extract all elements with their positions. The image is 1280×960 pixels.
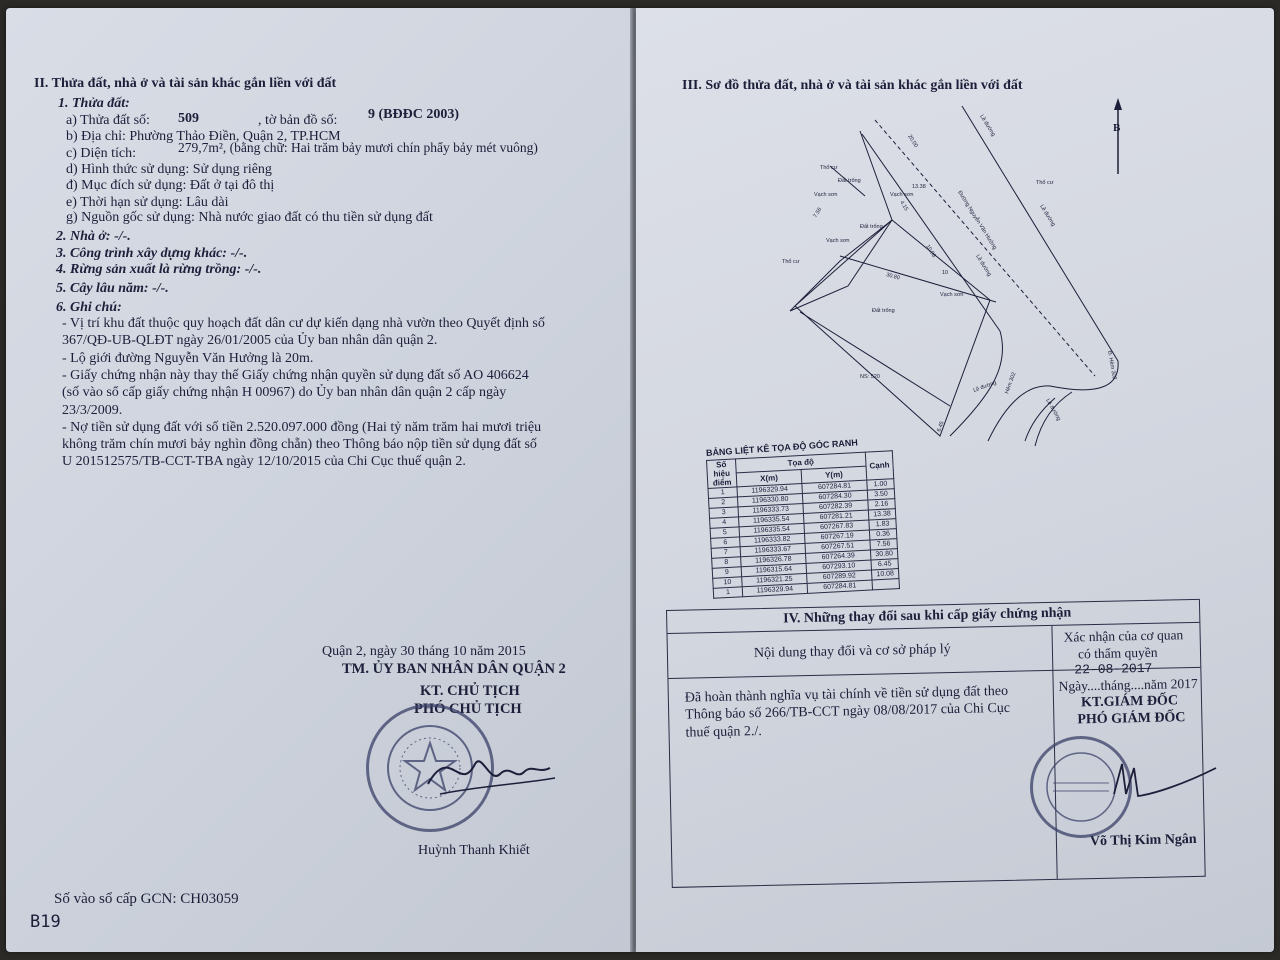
map-label: NS: 520 xyxy=(860,374,880,380)
coord-edge: 10.08 xyxy=(871,569,898,580)
coord-x: 1196321.25 xyxy=(742,573,807,586)
coord-y: 607267.19 xyxy=(804,530,869,543)
coord-edge: 3.50 xyxy=(867,489,894,500)
col-content-header: Nội dung thay đổi và cơ sở pháp lý xyxy=(753,642,951,662)
coord-header-y: Y(m) xyxy=(801,466,867,483)
map-dimension: 20.00 xyxy=(906,133,919,149)
director-signature xyxy=(1104,754,1224,814)
section2-title: II. Thửa đất, nhà ở và tài sản khác gắn liền với đất xyxy=(34,76,337,91)
change-text-line: thuế quận 2./. xyxy=(685,724,762,741)
change-text-line: Đã hoàn thành nghĩa vụ tài chính về tiền sử dụng đất theo xyxy=(684,683,1009,706)
parcel-map xyxy=(700,96,1160,456)
note-line: U 201512575/TB-CCT-TBA ngày 12/10/2015 của Chi Cục thuế quận 2. xyxy=(62,454,466,469)
map-label: Đất trống xyxy=(872,308,895,314)
coord-point: 6 xyxy=(711,537,740,549)
note-line: - Giấy chứng nhận này thay thế Giấy chứng nhận quyền sử dụng đất số AO 406624 xyxy=(62,368,529,383)
area-label: c) Diện tích: xyxy=(66,146,136,161)
note-line: (số vào sổ cấp giấy chứng nhận H 00967) do Ủy ban nhân dân quận 2 cấp ngày xyxy=(62,385,507,400)
notes-heading: 6. Ghi chú: xyxy=(56,300,122,315)
coord-edge xyxy=(872,579,899,590)
map-label: Lề đường xyxy=(972,379,998,394)
note-line: 23/3/2009. xyxy=(62,403,123,418)
map-label: Đất trống xyxy=(838,178,861,184)
coord-x: 1196315.64 xyxy=(741,563,806,576)
road-name: Đường Nguyễn Văn Hưởng xyxy=(956,189,998,251)
land-heading: 1. Thửa đất: xyxy=(58,96,130,111)
map-label: Lề đường xyxy=(978,113,997,138)
map-label: Vạch sơn xyxy=(890,192,914,198)
map-dimension: 7.56 xyxy=(812,206,824,220)
map-label: Vạch sơn xyxy=(826,238,850,244)
coord-edge: 30.80 xyxy=(870,549,897,560)
coord-edge: 7.56 xyxy=(870,539,897,550)
map-label: Thổ cư xyxy=(782,259,800,265)
note-line: - Vị trí khu đất thuộc quy hoạch đất dân cư dự kiến dạng nhà vườn theo Quyết định số xyxy=(62,316,545,331)
map-label: Thổ cư xyxy=(820,165,838,171)
coord-table-title: BẢNG LIỆT KÊ TỌA ĐỘ GÓC RANH xyxy=(705,437,859,458)
coord-edge: 1.00 xyxy=(867,479,894,490)
coord-y: 607264.39 xyxy=(806,550,871,563)
coord-header-point: Số hiệu điểm xyxy=(707,459,737,488)
coord-header-edge: Cạnh xyxy=(865,451,893,480)
coord-x: 1196335.54 xyxy=(739,513,804,526)
coordinate-table xyxy=(706,450,900,599)
col-confirm-header-2: có thẩm quyền xyxy=(1077,644,1158,662)
map-label: Vạch sơn xyxy=(814,192,838,198)
coord-y: 607282.39 xyxy=(803,500,868,513)
parcel-label: a) Thửa đất số: xyxy=(66,113,150,128)
north-label: B xyxy=(1113,122,1121,134)
coord-point: 3 xyxy=(709,507,738,519)
coord-point: 1 xyxy=(708,487,737,499)
kt-director: KT.GIÁM ĐỐC xyxy=(1080,693,1179,711)
confirm-date: Ngày....tháng....năm 2017 xyxy=(1058,675,1198,694)
vice-director: PHÓ GIÁM ĐỐC xyxy=(1077,710,1186,728)
map-label: , tờ bản đồ số: xyxy=(258,113,338,128)
note-line: - Nợ tiền sử dụng đất với số tiền 2.520.097.000 đồng (Hai tỷ năm trăm hai mươi triệu xyxy=(62,420,542,435)
coord-x: 1196329.94 xyxy=(742,583,807,596)
issuing-org: TM. ỦY BAN NHÂN DÂN QUẬN 2 xyxy=(342,661,566,677)
coord-point: 5 xyxy=(710,527,739,539)
map-dimension: 30.80 xyxy=(885,272,901,282)
col-confirm-header-1: Xác nhận của cơ quan xyxy=(1063,627,1184,645)
coord-y: 607284.30 xyxy=(802,490,867,503)
map-label: Đ. Hẻm 302 xyxy=(1106,350,1118,381)
chairman-signature xyxy=(420,734,560,804)
section3-title: III. Sơ đồ thửa đất, nhà ở và tài sản khác gắn liền với đất xyxy=(682,78,1023,93)
map-label: Lề đường xyxy=(1044,398,1062,422)
coord-header-coord: Tọa độ xyxy=(735,452,866,473)
coord-point: 10 xyxy=(713,577,742,589)
coord-header-x: X(m) xyxy=(736,470,802,487)
land-origin: g) Nguồn gốc sử dụng: Nhà nước giao đất có thu tiền sử dụng đất xyxy=(66,210,433,225)
map-dimension: 6.45 xyxy=(936,420,946,433)
signer-name: Huỳnh Thanh Khiết xyxy=(418,843,530,858)
perennial-item: 5. Cây lâu năm: -/-. xyxy=(56,281,169,296)
coord-edge: 13.38 xyxy=(868,509,895,520)
coord-y: 607267.83 xyxy=(804,520,869,533)
kt-chairman: KT. CHỦ TỊCH xyxy=(420,683,520,699)
coord-point: 8 xyxy=(712,557,741,569)
area-value: 279,7m², (bằng chữ: Hai trăm bảy mươi chín phẩy bảy mét vuông) xyxy=(178,140,538,155)
map-label: Thổ cư xyxy=(1036,180,1054,186)
use-purpose: đ) Mục đích sử dụng: Đất ở tại đô thị xyxy=(66,178,275,193)
map-number: 9 (BĐĐC 2003) xyxy=(368,107,459,122)
use-term: e) Thời hạn sử dụng: Lâu dài xyxy=(66,195,229,210)
coord-y: 607293.10 xyxy=(806,560,871,573)
note-line: - Lộ giới đường Nguyễn Văn Hưởng là 20m. xyxy=(62,351,314,366)
map-dimension: 10.08 xyxy=(924,243,937,259)
house-item: 2. Nhà ở: -/-. xyxy=(56,229,131,244)
address: b) Địa chỉ: Phường Thảo Điền, Quận 2, TP.HCM xyxy=(66,129,341,144)
parcel-number: 509 xyxy=(178,111,199,126)
coord-x: 1196335.54 xyxy=(739,523,804,536)
map-label: Lề đường xyxy=(1038,203,1057,228)
section4-title: IV. Những thay đổi sau khi cấp giấy chứng nhận xyxy=(783,605,1072,627)
coord-edge: 6.45 xyxy=(871,559,898,570)
register-number: Số vào sổ cấp GCN: CH03059 xyxy=(54,891,239,907)
coord-x: 1196329.94 xyxy=(737,484,802,497)
coord-edge: 2.16 xyxy=(868,499,895,510)
coord-x: 1196333.73 xyxy=(738,503,803,516)
coord-x: 1196333.82 xyxy=(740,533,805,546)
change-text-line: Thông báo số 266/TB-CCT ngày 08/08/2017 của Chi Cục xyxy=(685,700,1011,723)
note-line: 367/QĐ-UB-QLĐT ngày 26/01/2005 của Ủy ban nhân dân quận 2. xyxy=(62,333,438,348)
officer-name: Võ Thị Kim Ngân xyxy=(1089,831,1197,850)
use-form: d) Hình thức sử dụng: Sử dụng riêng xyxy=(66,162,272,177)
map-label: Vạch sơn xyxy=(940,292,964,298)
margin-note: B19 xyxy=(30,912,61,932)
note-line: không trăm chín mươi bảy nghìn đồng chẵn) theo Thông báo nộp tiền sử dụng đất số xyxy=(62,437,537,452)
construction-item: 3. Công trình xây dựng khác: -/-. xyxy=(56,246,248,261)
issue-date: Quận 2, ngày 30 tháng 10 năm 2015 xyxy=(322,644,526,659)
coord-y: 607284.81 xyxy=(802,480,867,493)
coord-x: 1196330.80 xyxy=(737,494,802,507)
coord-point: 1 xyxy=(713,587,742,599)
coord-point: 2 xyxy=(709,497,738,509)
stamp-date: 22-08-2017 xyxy=(1074,660,1153,678)
coord-point: 9 xyxy=(712,567,741,579)
map-dimension: 10 xyxy=(942,270,949,276)
coord-edge: 1.83 xyxy=(869,519,896,530)
coord-point: 7 xyxy=(711,547,740,559)
coord-y: 607281.21 xyxy=(803,510,868,523)
coord-edge: 0.36 xyxy=(869,529,896,540)
forest-item: 4. Rừng sản xuất là rừng trồng: -/-. xyxy=(56,262,262,277)
map-label: Hẻm 302 xyxy=(1004,371,1018,395)
map-label: Lề đường xyxy=(974,253,993,278)
coord-y: 607267.51 xyxy=(805,540,870,553)
coord-x: 1196326.78 xyxy=(741,553,806,566)
map-dimension: 4.15 xyxy=(898,199,910,213)
coord-y: 607289.92 xyxy=(807,570,872,583)
map-label: Đất trống xyxy=(860,224,883,230)
map-dimension: 13.38 xyxy=(912,184,926,190)
vice-chairman: PHÓ CHỦ TỊCH xyxy=(414,701,522,717)
coord-point: 4 xyxy=(710,517,739,529)
coord-y: 607284.81 xyxy=(807,580,872,593)
coord-x: 1196333.67 xyxy=(740,543,805,556)
